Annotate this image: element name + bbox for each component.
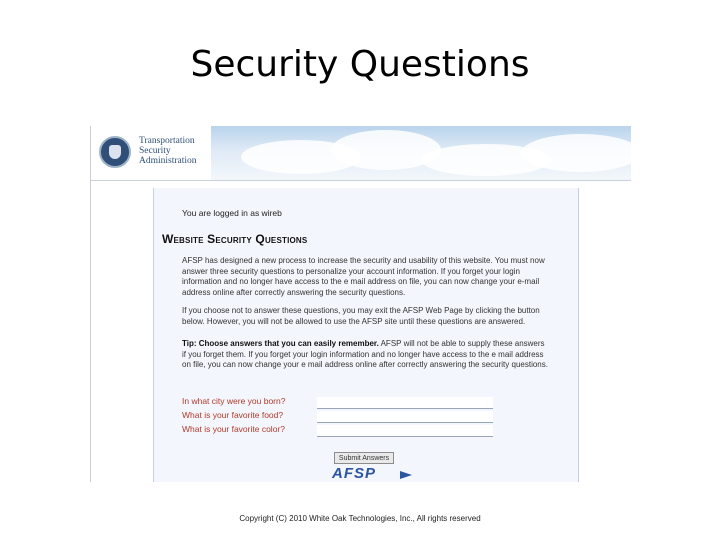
logged-in-status: You are logged in as wireb: [182, 208, 282, 218]
slide-title: Security Questions: [190, 44, 530, 85]
dhs-seal-icon: [99, 136, 131, 168]
browser-screenshot: [90, 126, 631, 482]
answer-input-color[interactable]: [317, 425, 493, 437]
tsa-logo: [91, 126, 211, 180]
content-panel: [153, 188, 579, 482]
header-banner: [91, 126, 631, 181]
copyright: Copyright (C) 2010 White Oak Technologies, Inc., All rights reserved: [239, 514, 481, 523]
agency-name: Transportation Security Administration: [139, 136, 197, 166]
tip-paragraph: [182, 339, 550, 371]
tip-label: Tip: Choose answers that you can easily remember.: [182, 339, 379, 348]
answer-input-city[interactable]: [317, 397, 493, 409]
question-label-city: In what city were you born?: [182, 396, 286, 406]
question-label-color: What is your favorite color?: [182, 424, 285, 434]
page-heading: Website Security Questions: [162, 232, 308, 246]
intro-paragraph: AFSP has designed a new process to increase the security and usability of this website. You must now answer three security questions to personalize your account information. If you forget your login information and no longer have access to the e mail address on file, you can now change your e-mail address online after correctly answering the security questions.: [182, 256, 545, 297]
answer-input-food[interactable]: [317, 411, 493, 423]
question-label-food: What is your favorite food?: [182, 410, 284, 420]
afsp-logo: AFSP: [332, 465, 377, 482]
submit-answers-button[interactable]: Submit Answers: [334, 452, 394, 464]
plane-icon: [400, 471, 412, 479]
exit-paragraph: If you choose not to answer these questions, you may exit the AFSP Web Page by clicking the button below. However, you will not be allowed to use the AFSP site until these questions are answered.: [182, 306, 540, 326]
tip-text: AFSP will not be able to supply these answers if you forget them. If you forget your login information and no longer have access to the e mail address on file, you can now change your e mail address online after correctly answering the security questions.: [182, 339, 548, 369]
